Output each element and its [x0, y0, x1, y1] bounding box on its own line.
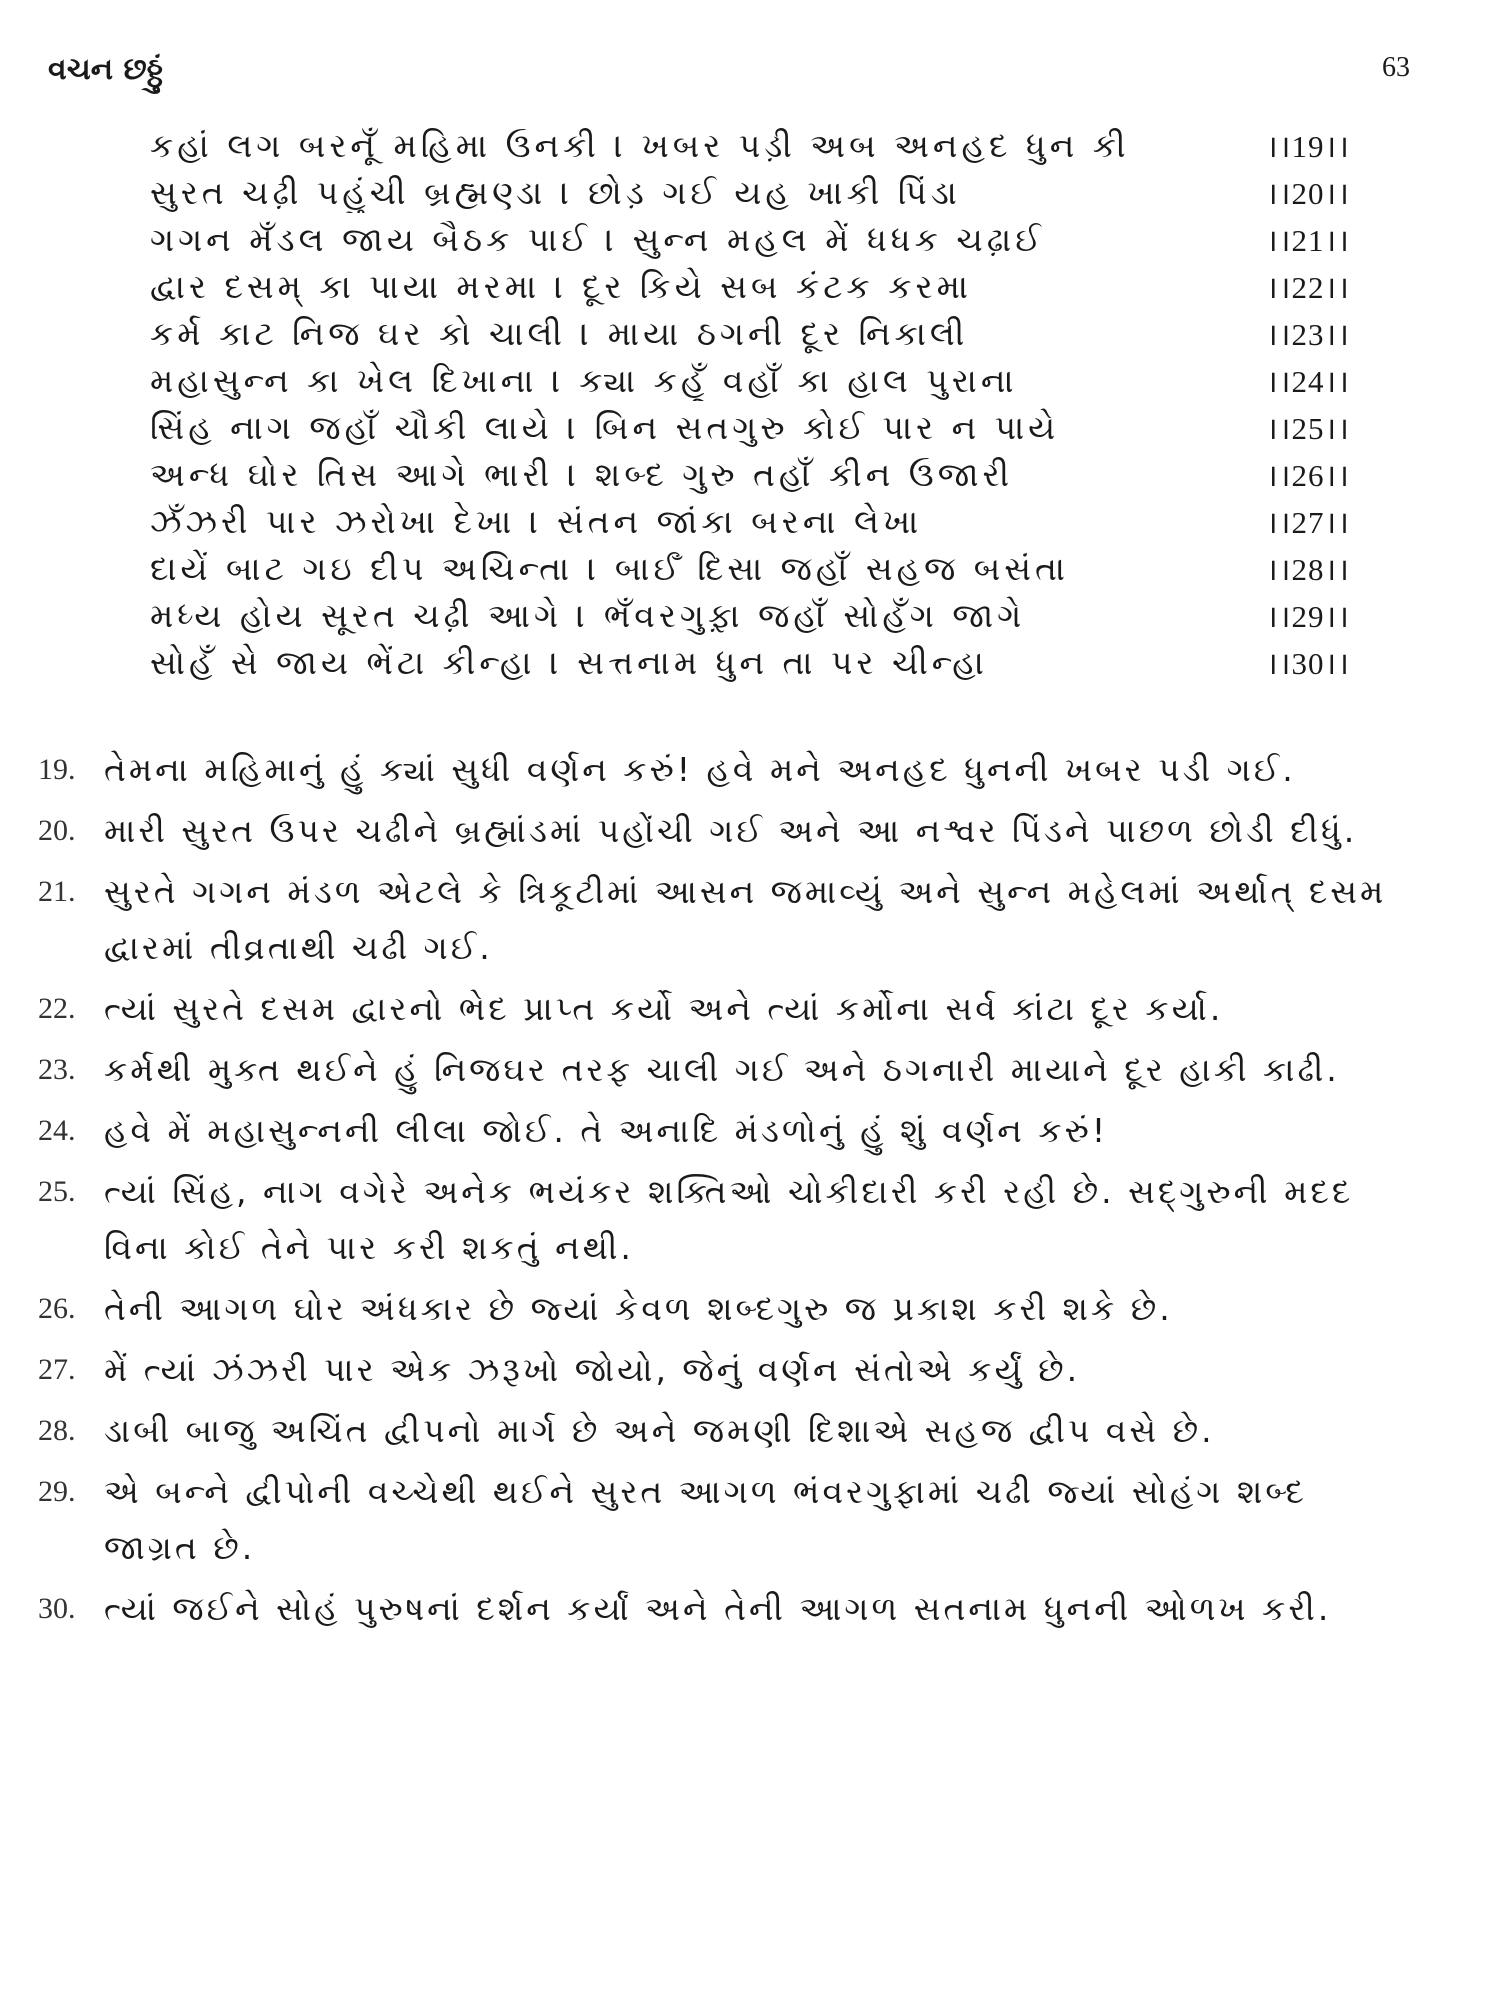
explanation-list [38, 742, 1408, 1642]
explanation-number: 28. [38, 1414, 76, 1447]
verse-text: ઝઁઝરી પાર ઝરોખા દેખા । સંતન જાંકા બરના લેખા [150, 502, 923, 541]
verse-text: કર્મ કાટ નિજ ઘર કો ચાલી । માયા ઠગની દૂર નિકાલી [150, 314, 969, 353]
explanation-item [38, 742, 1408, 798]
verse-text: સોહઁ સે જાય ભેંટા કીન્હા । સત્તનામ ધુન તા પર ચીન્હા [150, 643, 988, 682]
explanation-item [38, 981, 1408, 1037]
verse-number: ।।25।। [1266, 411, 1350, 446]
explanation-number: 21. [38, 875, 76, 908]
explanation-number: 22. [38, 992, 76, 1025]
verse-line [150, 501, 1350, 548]
explanation-item [38, 1281, 1408, 1337]
explanation-text: કર્મથી મુક્ત થઈને હું નિજઘર તરફ ચાલી ગઈ અને ઠગનારી માયાને દૂર હાકી કાઢી. [104, 1050, 1340, 1089]
verse-line [150, 548, 1350, 595]
explanation-number: 26. [38, 1292, 76, 1325]
verse-line [150, 313, 1350, 360]
verse-line [150, 595, 1350, 642]
verse-text: સુરત ચઢ઼ી પહુંચી બ્રહ્મણ્ડા । છોડ઼ ગઈ યહ ખાકી પિંડા [150, 173, 961, 212]
explanation-text: એ બન્ને દ્વીપોની વચ્ચેથી થઈને સુરત આગળ ભંવરગુફામાં ચઢી જ્યાં સોહંગ શબ્દ જાગ્રત છે. [104, 1472, 1307, 1567]
verse-line [150, 219, 1350, 266]
explanation-number: 25. [38, 1175, 76, 1208]
verse-text: સિંહ નાગ જહાઁ ચૌકી લાયે । બિન સતગુરુ કોઈ પાર ન પાયે [150, 408, 1060, 447]
verse-block [150, 125, 1350, 689]
explanation-item [38, 1403, 1408, 1459]
verse-number: ।।19।। [1266, 129, 1350, 164]
verse-number: ।।26।। [1266, 458, 1350, 493]
explanation-text: સુરતે ગગન મંડળ એટલે કે ત્રિકૂટીમાં આસન જમાવ્યું અને સુન્ન મહેલમાં અર્થાત્ દસમ દ્વારમાં તીવ્રતાથી ચઢી ગઈ. [104, 872, 1387, 967]
explanation-item [38, 864, 1408, 976]
verse-line [150, 125, 1350, 172]
explanation-number: 27. [38, 1353, 76, 1386]
explanation-number: 20. [38, 814, 76, 847]
running-header-title: વચન છઠ્ઠું [48, 52, 163, 87]
explanation-text: મારી સુરત ઉપર ચઢીને બ્રહ્માંડમાં પહોંચી ગઈ અને આ નશ્વર પિંડને પાછળ છોડી દીધું. [104, 811, 1358, 850]
explanation-number: 19. [38, 753, 76, 786]
verse-number: ।।23।। [1266, 317, 1350, 352]
verse-number: ।।28।। [1266, 552, 1350, 587]
explanation-item [38, 803, 1408, 859]
verse-line [150, 454, 1350, 501]
explanation-number: 29. [38, 1475, 76, 1508]
verse-number: ।।21।। [1266, 223, 1350, 258]
verse-text: કહાં લગ બરનૂઁ મહિમા ઉનકી । ખબર પડ઼ી અબ અનહદ ધુન કી [150, 126, 1130, 165]
explanation-text: ત્યાં સુરતે દસમ દ્વારનો ભેદ પ્રાપ્ત કર્યો અને ત્યાં કર્મોના સર્વ કાંટા દૂર કર્યા. [104, 989, 1224, 1028]
verse-number: ।।24।। [1266, 364, 1350, 399]
verse-line [150, 642, 1350, 689]
explanation-text: તેની આગળ ઘોર અંધકાર છે જ્યાં કેવળ શબ્દગુરુ જ પ્રકાશ કરી શકે છે. [104, 1289, 1173, 1328]
explanation-item [38, 1164, 1408, 1276]
explanation-item [38, 1581, 1408, 1637]
explanation-number: 24. [38, 1114, 76, 1147]
explanation-text: હવે મેં મહાસુન્નની લીલા જોઈ. તે અનાદિ મંડળોનું હું શું વર્ણન કરું! [104, 1111, 1109, 1150]
verse-text: મહાસુન્ન કા ખેલ દિખાના । ક્યા કહૂઁ વહાઁ કા હાલ પુરાના [150, 361, 1018, 400]
explanation-text: ત્યાં સિંહ, નાગ વગેરે અનેક ભયંકર શક્તિઓ ચોકીદારી કરી રહી છે. સદ્‌ગુરુની મદદ વિના કોઈ તેને પાર કરી શકતું નથી. [104, 1172, 1354, 1267]
explanation-text: ત્યાં જઈને સોહં પુરુષનાં દર્શન કર્યાં અને તેની આગળ સતનામ ધુનની ઓળખ કરી. [104, 1589, 1332, 1628]
explanation-item [38, 1464, 1408, 1576]
verse-number: ।।30।। [1266, 646, 1350, 681]
verse-number: ।।20।। [1266, 176, 1350, 211]
verse-text: મધ્ય હોય સૂરત ચઢ઼ી આગે । ભઁવરગુફ઼ા જહાઁ સોહઁગ જાગે [150, 596, 1026, 635]
verse-number: ।।27।। [1266, 505, 1350, 540]
verse-line [150, 360, 1350, 407]
verse-text: ગગન મઁડલ જાય બૈઠક પાઈ । સુન્ન મહલ મેં ધધક ચઢ઼ાઈ [150, 220, 1045, 259]
explanation-number: 23. [38, 1053, 76, 1086]
explanation-text: તેમના મહિમાનું હું ક્યાં સુધી વર્ણન કરું! હવે મને અનહદ ધુનની ખબર પડી ગઈ. [104, 750, 1296, 789]
explanation-text: મેં ત્યાં ઝંઝરી પાર એક ઝરૂખો જોયો, જેનું વર્ણન સંતોએ કર્યું છે. [104, 1350, 1081, 1389]
verse-text: અન્ધ ઘોર તિસ આગે ભારી । શબ્દ ગુરુ તહાઁ કીન ઉજારી [150, 455, 1014, 494]
verse-text: દ્વાર દસમ્ કા પાયા મરમા । દૂર કિયે સબ કંટક કરમા [150, 267, 972, 306]
verse-number: ।।22।। [1266, 270, 1350, 305]
explanation-item [38, 1103, 1408, 1159]
explanation-item [38, 1042, 1408, 1098]
verse-line [150, 172, 1350, 219]
verse-number: ।।29।। [1266, 599, 1350, 634]
verse-line [150, 407, 1350, 454]
verse-text: દાયેં બાટ ગઇ દીપ અચિન્તા । બાઈઁ દિસા જહાઁ સહજ બસંતા [150, 549, 1069, 588]
page-number: 63 [1382, 52, 1410, 83]
explanation-item [38, 1342, 1408, 1398]
explanation-number: 30. [38, 1592, 76, 1625]
verse-line [150, 266, 1350, 313]
explanation-text: ડાબી બાજુ અચિંત દ્વીપનો માર્ગ છે અને જમણી દિશાએ સહજ દ્વીપ વસે છે. [104, 1411, 1215, 1450]
